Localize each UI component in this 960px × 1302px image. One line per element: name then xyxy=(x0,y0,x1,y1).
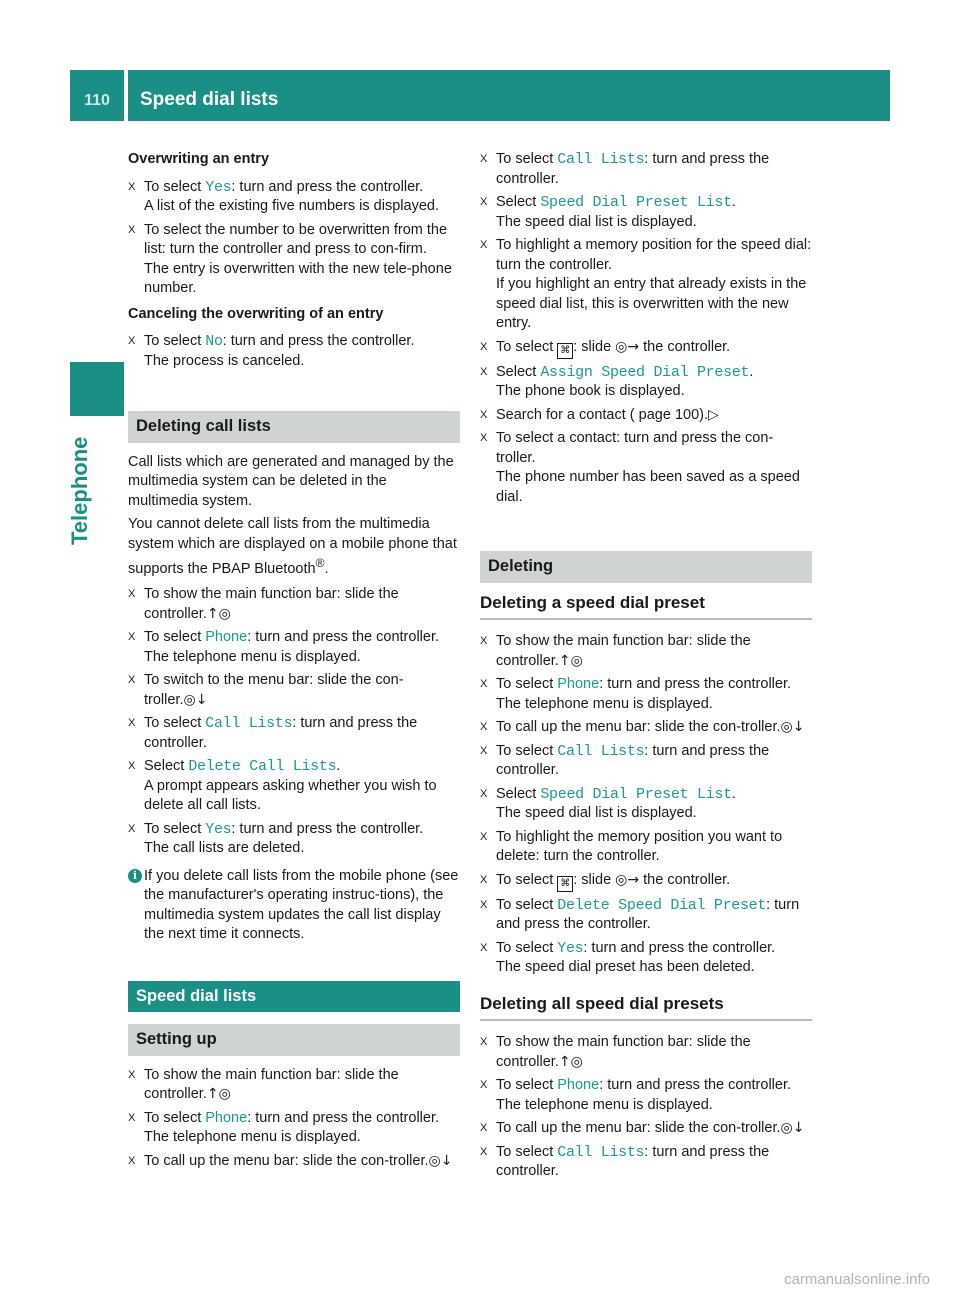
step-arrow-icon: X xyxy=(128,760,136,773)
step-text xyxy=(496,632,812,671)
step-text-part: : turn and press the controller. xyxy=(583,939,776,956)
step-text xyxy=(496,150,812,189)
controller-icon: ◎→ xyxy=(615,338,640,355)
side-tab-label: Telephone xyxy=(67,436,92,545)
step-item xyxy=(128,585,460,624)
step-text-part: the controller. xyxy=(496,1034,751,1070)
step-result: A list of the existing five numbers is displayed. xyxy=(144,198,439,214)
info-icon: i xyxy=(128,869,142,883)
step-text-part: To show the main function bar: slide xyxy=(496,1034,731,1050)
controller-icon: ↑◎ xyxy=(558,652,583,669)
step-text xyxy=(496,1076,812,1096)
step-arrow-icon: X xyxy=(480,196,488,208)
step-text xyxy=(496,406,812,426)
setup-steps xyxy=(128,1066,460,1172)
step-text-part: : turn and press the controller. xyxy=(231,820,424,837)
step-text-part: : turn and press the controller. xyxy=(496,1143,770,1179)
step-arrow-icon: X xyxy=(480,678,488,690)
step-text xyxy=(496,742,812,781)
step-result: The call lists are deleted. xyxy=(144,840,305,857)
step-text-part: : turn and press the controller. xyxy=(599,676,792,692)
step-arrow-icon: X xyxy=(480,432,488,444)
step-text-part: To select xyxy=(496,939,558,956)
step-text-part: Select xyxy=(496,194,541,210)
step-text-part: To select xyxy=(496,742,558,759)
page-number: 110 xyxy=(84,92,110,109)
step-text-part: To call up the menu bar: slide xyxy=(496,1120,689,1136)
deleting-steps xyxy=(128,585,460,859)
step-text-part: : turn and press the controller. xyxy=(247,1109,440,1126)
step-text xyxy=(144,585,460,624)
step-text xyxy=(144,671,460,710)
step-item xyxy=(480,742,812,781)
step-text-part: . xyxy=(749,363,754,380)
step-arrow-icon: X xyxy=(480,721,488,733)
step-item xyxy=(480,150,812,189)
step-text xyxy=(144,820,460,840)
step-item xyxy=(480,363,812,402)
step-text-part: To select xyxy=(144,333,206,349)
step-item xyxy=(480,338,812,359)
step-text-part: To show the main function bar: slide xyxy=(496,633,731,649)
step-item xyxy=(128,671,460,710)
menu-item-code: Assign Speed Dial Preset xyxy=(540,363,750,381)
step-item xyxy=(480,1143,812,1182)
controller-icon: ◎→ xyxy=(615,871,640,888)
step-arrow-icon: X xyxy=(480,340,488,353)
step-text-part: : turn and press the controller. xyxy=(144,715,418,751)
menu-item-code: No xyxy=(205,333,223,350)
step-item xyxy=(128,1152,460,1172)
step-arrow-icon: X xyxy=(480,830,488,843)
controller-icon: ↑◎ xyxy=(206,1086,231,1103)
section-deleting: Deleting xyxy=(480,551,812,583)
step-item xyxy=(480,785,812,824)
controller-icon: ◎↓ xyxy=(780,1120,805,1136)
watermark: carmanualsonline.info xyxy=(784,1271,930,1288)
menu-item-code: Speed Dial Preset List xyxy=(540,785,732,803)
menu-symbol-icon: ⌘ xyxy=(557,876,573,892)
step-text-part: : turn and press the controller. xyxy=(222,333,415,349)
step-text-part: To select xyxy=(496,1077,558,1093)
menu-symbol-icon: ⌘ xyxy=(557,343,573,359)
step-item xyxy=(480,1033,812,1072)
step-arrow-icon: X xyxy=(480,1079,488,1091)
step-arrow-icon: X xyxy=(480,408,488,421)
step-result: If you highlight an entry that already exists in the speed dial list, this is overwritten with the new entry. xyxy=(496,276,807,331)
step-text xyxy=(496,785,812,805)
step-arrow-icon: X xyxy=(128,1154,136,1167)
step-arrow-icon: X xyxy=(128,674,136,687)
step-text-part: To select xyxy=(144,715,206,732)
step-arrow-icon: X xyxy=(480,941,488,954)
step-text-part: : turn and press the controller. xyxy=(496,151,770,187)
section-setting-up: Setting up xyxy=(128,1024,460,1056)
step-text-part: To call up the menu bar: slide xyxy=(496,719,689,735)
step-text xyxy=(144,178,460,198)
step-text xyxy=(496,429,812,468)
step-result: The entry is overwritten with the new tele-phone number. xyxy=(144,260,452,296)
step-result: The telephone menu is displayed. xyxy=(496,695,713,712)
menu-item-highlight: Phone xyxy=(557,1077,600,1093)
step-arrow-icon: X xyxy=(128,717,136,730)
step-result: The telephone menu is displayed. xyxy=(144,1129,361,1146)
menu-item-code: Call Lists xyxy=(557,1143,645,1161)
step-arrow-icon: X xyxy=(480,1145,488,1158)
step-item xyxy=(480,1076,812,1115)
menu-item-code: Speed Dial Preset List xyxy=(540,194,732,211)
step-text-part: : slide xyxy=(573,338,616,355)
step-arrow-icon: X xyxy=(128,631,136,644)
step-item xyxy=(480,429,812,507)
step-text xyxy=(496,338,812,359)
menu-item-highlight: Phone xyxy=(205,629,248,646)
step-result: The speed dial list is displayed. xyxy=(496,213,697,230)
step-text-part: To highlight the memory position you want to delete: turn the controller. xyxy=(496,828,783,864)
step-text-part: To select xyxy=(496,896,558,913)
step-arrow-icon: X xyxy=(128,223,136,236)
menu-item-code: Yes xyxy=(557,939,584,957)
menu-item-highlight: Phone xyxy=(557,676,600,692)
step-text-part: To select xyxy=(496,1143,558,1160)
step-item xyxy=(480,939,812,978)
info-text: If you delete call lists from the mobile phone (see the manufacturer's operating instruc-tions), the multimedia system updates the call list display the next time it connects. xyxy=(144,867,459,943)
step-text xyxy=(496,828,812,867)
step-result: The telephone menu is displayed. xyxy=(496,1096,713,1113)
step-text-part: To select a contact: turn and press the con-troller. xyxy=(496,430,774,466)
controller-icon: ↑◎ xyxy=(558,1053,583,1070)
step-result: The telephone menu is displayed. xyxy=(144,648,361,665)
registered-mark: ® xyxy=(315,556,325,570)
step-text-part: To select xyxy=(144,820,206,837)
step-text xyxy=(496,896,812,935)
step-result: The speed dial preset has been deleted. xyxy=(496,959,755,975)
right-column xyxy=(480,150,812,1186)
step-text-part: . xyxy=(731,194,736,210)
step-item xyxy=(128,757,460,816)
step-arrow-icon: X xyxy=(480,365,488,378)
step-text-part: To select xyxy=(496,338,558,355)
step-item xyxy=(480,828,812,867)
step-text-part: : slide xyxy=(573,871,616,888)
step-arrow-icon: X xyxy=(128,822,136,835)
step-text xyxy=(496,1033,812,1072)
step-arrow-icon: X xyxy=(480,744,488,757)
step-text-part: the con-troller. xyxy=(336,1152,429,1169)
step-text-part: . xyxy=(731,785,736,802)
step-arrow-icon: X xyxy=(128,1068,136,1081)
step-item xyxy=(480,675,812,714)
step-arrow-icon: X xyxy=(480,239,488,251)
step-text xyxy=(496,236,812,275)
step-text xyxy=(144,1066,460,1105)
step-text xyxy=(144,332,460,352)
cancel-heading: Canceling the overwriting of an entry xyxy=(128,305,384,322)
step-text-part: the controller. xyxy=(144,1066,399,1103)
step-text xyxy=(496,363,812,383)
step-arrow-icon: X xyxy=(480,1036,488,1048)
deleting-paragraph-1: Call lists which are generated and managed by the multimedia system can be deleted in the multimedia system. xyxy=(128,453,454,509)
step-text xyxy=(496,1119,812,1139)
step-result: A prompt appears asking whether you wish to delete all call lists. xyxy=(144,777,437,814)
step-text xyxy=(496,871,812,892)
step-text-part: the controller. xyxy=(496,633,751,669)
step-text-part: . xyxy=(336,758,341,775)
step-text-part: To select xyxy=(496,151,558,167)
step-text-part: To select xyxy=(496,871,558,888)
step-arrow-icon: X xyxy=(480,898,488,911)
step-item xyxy=(480,871,812,892)
step-text-part: Search for a contact ( xyxy=(496,406,635,423)
step-text xyxy=(496,1143,812,1182)
menu-item-code: Call Lists xyxy=(205,715,293,733)
step-text-part: Select xyxy=(496,363,541,380)
step-text-part: To show the main function bar: slide xyxy=(144,1066,379,1083)
controller-icon: ↑◎ xyxy=(206,605,231,622)
step-text xyxy=(144,1152,460,1172)
section-speed-dial-lists: Speed dial lists xyxy=(128,981,460,1013)
menu-item-code: Call Lists xyxy=(557,151,645,168)
controller-icon: ◎↓ xyxy=(780,719,805,735)
step-item xyxy=(480,406,812,426)
step-arrow-icon: X xyxy=(480,635,488,647)
step-text xyxy=(144,1109,460,1129)
step-item xyxy=(128,178,460,217)
step-text-part: the controller. xyxy=(639,871,731,888)
step-item xyxy=(128,628,460,667)
step-text xyxy=(144,221,460,260)
step-text-part: To switch to the menu bar: slide xyxy=(144,672,352,689)
menu-item-code: Call Lists xyxy=(557,742,645,760)
overwrite-heading: Overwriting an entry xyxy=(128,151,270,167)
step-text xyxy=(144,757,460,777)
deleting-paragraph-2-text: You cannot delete call lists from the multimedia system which are displayed on a mobile phone that supports the PBAP Bluetooth xyxy=(128,516,457,577)
step-text-part: the controller. xyxy=(144,586,399,622)
step-text-part: To select xyxy=(144,629,206,646)
cancel-steps xyxy=(128,332,460,371)
step-item xyxy=(480,236,812,334)
step-text-part: the con-troller. xyxy=(688,719,781,735)
step-text-part: : turn and press the controller. xyxy=(496,742,770,778)
step-text-part: To call up the menu bar: slide xyxy=(144,1152,337,1169)
controller-icon: ◎↓ xyxy=(183,691,208,708)
left-column xyxy=(128,150,460,1175)
step-text-part: page 100). xyxy=(634,406,708,423)
step-arrow-icon: X xyxy=(128,588,136,601)
step-text-part: To select xyxy=(144,178,206,195)
step-text-part: : turn and press the controller. xyxy=(247,629,440,646)
step-result: The process is canceled. xyxy=(144,352,305,369)
controller-icon: ▷ xyxy=(708,406,719,423)
step-text-part: : turn and press the controller. xyxy=(496,896,800,932)
step-text xyxy=(496,675,812,695)
menu-item-code: Delete Speed Dial Preset xyxy=(557,896,767,914)
step-arrow-icon: X xyxy=(128,335,136,347)
step-text-part: : turn and press the controller. xyxy=(231,178,424,195)
step-text-part: To show the main function bar: slide xyxy=(144,586,379,603)
step-arrow-icon: X xyxy=(480,1122,488,1134)
step-arrow-icon: X xyxy=(480,787,488,800)
menu-item-code: Yes xyxy=(205,178,232,196)
section-deleting-call-lists: Deleting call lists xyxy=(128,411,460,443)
step-item xyxy=(128,714,460,753)
menu-item-code: Yes xyxy=(205,820,232,838)
step-text-part: To select xyxy=(496,676,558,692)
step-item xyxy=(128,820,460,859)
controller-icon: ◎↓ xyxy=(428,1152,453,1169)
step-text-part: Select xyxy=(144,758,189,775)
step-item xyxy=(128,221,460,299)
step-arrow-icon: X xyxy=(480,873,488,886)
overwrite-steps xyxy=(128,178,460,299)
step-arrow-icon: X xyxy=(480,153,488,165)
step-item xyxy=(128,1066,460,1105)
heading-delete-all: Deleting all speed dial presets xyxy=(480,994,812,1022)
delete-preset-steps xyxy=(480,632,812,978)
step-item xyxy=(480,632,812,671)
step-text-part: : turn and press the controller. xyxy=(599,1077,792,1093)
menu-item-code: Delete Call Lists xyxy=(188,758,337,776)
delete-all-steps xyxy=(480,1033,812,1182)
step-text xyxy=(144,628,460,648)
step-item xyxy=(128,1109,460,1148)
step-text xyxy=(144,714,460,753)
step-result: The speed dial list is displayed. xyxy=(496,805,697,821)
step-item xyxy=(480,193,812,232)
step-item xyxy=(480,1119,812,1139)
step-text-part: To select the number to be overwritten from the list: turn the controller and press to con-firm. xyxy=(144,221,448,257)
deleting-paragraph-2: You cannot delete call lists from the multimedia system which are displayed on a mobile phone that supports the PBAP Bluetooth®. xyxy=(128,516,457,577)
step-text-part: the con-troller. xyxy=(688,1120,781,1136)
page-title: Speed dial lists xyxy=(140,89,279,110)
side-tab xyxy=(67,310,120,545)
step-item xyxy=(128,332,460,371)
setup-continued-steps xyxy=(480,150,812,507)
step-item xyxy=(480,896,812,935)
info-note xyxy=(128,867,460,945)
step-text xyxy=(496,193,812,213)
step-text-part: To select xyxy=(144,1109,206,1126)
step-text-part: Select xyxy=(496,785,541,802)
step-result: The phone book is displayed. xyxy=(496,383,685,399)
menu-item-highlight: Phone xyxy=(205,1109,248,1126)
heading-delete-preset: Deleting a speed dial preset xyxy=(480,593,812,621)
step-arrow-icon: X xyxy=(128,1111,136,1124)
step-result: The phone number has been saved as a speed dial. xyxy=(496,469,800,505)
step-arrow-icon: X xyxy=(128,180,136,193)
step-text-part: the controller. xyxy=(639,338,731,355)
header-divider xyxy=(124,70,128,121)
step-text-part: the con-troller. xyxy=(144,672,404,708)
step-text-part: To highlight a memory position for the speed dial: turn the controller. xyxy=(496,237,812,273)
step-text xyxy=(496,718,812,738)
step-text xyxy=(496,939,812,959)
step-item xyxy=(480,718,812,738)
